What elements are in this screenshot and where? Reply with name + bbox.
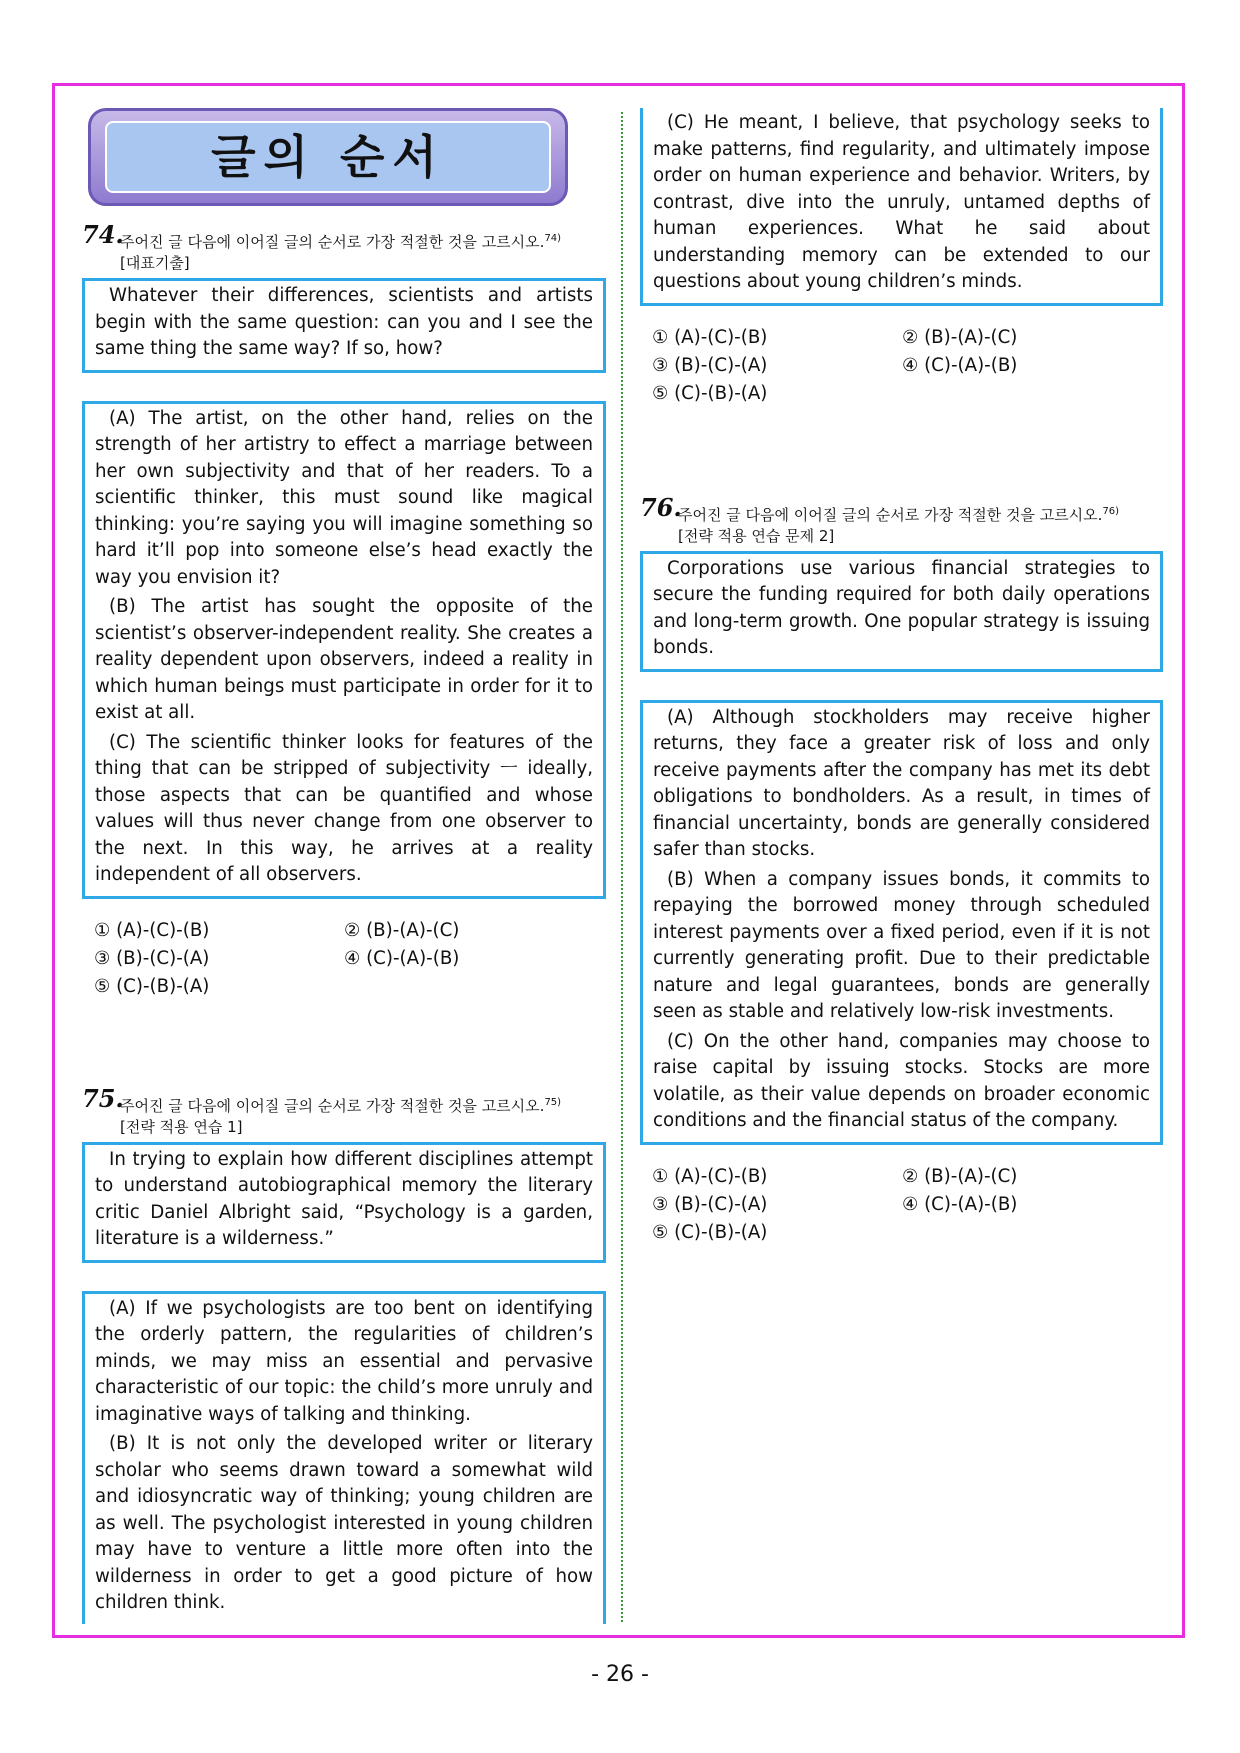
options-passage-box-continued xyxy=(640,108,1163,306)
passage-b: (B) The artist has sought the opposite of the scientist’s observer-independent reality. She creates a reality dependent upon observers, indeed a reality in which human beings must participate in order for it to exist at all. xyxy=(95,596,593,723)
choice-2[interactable]: ② (B)-(A)-(C) xyxy=(902,1165,1018,1187)
question-tag: [대표기출] xyxy=(120,254,190,272)
given-passage: In trying to explain how different disciplines attempt to understand autobiographical memory the literary critic Daniel Albright said, “Psychology is a garden, literature is a wilderness.” xyxy=(95,1148,593,1249)
passage-a: (A) If we psychologists are too bent on identifying the orderly pattern, the regularities of children’s minds, we may miss an essential and pervasive characteristic of our topic: the child’s more unruly and imaginative ways of talking and thinking. xyxy=(95,1297,593,1425)
question-number: 74. xyxy=(82,220,124,249)
question-tag: [전략 적용 연습 문제 2] xyxy=(678,526,835,545)
choice-2[interactable]: ② (B)-(A)-(C) xyxy=(344,919,460,941)
given-passage-box xyxy=(640,551,1163,672)
choice-5[interactable]: ⑤ (C)-(B)-(A) xyxy=(94,975,210,997)
choice-4[interactable]: ④ (C)-(A)-(B) xyxy=(902,354,1018,376)
question-number: 75. xyxy=(82,1083,124,1113)
choice-1[interactable]: ① (A)-(C)-(B) xyxy=(652,1165,768,1187)
choice-3[interactable]: ③ (B)-(C)-(A) xyxy=(652,1193,768,1215)
question-tag: [전략 적용 연습 1] xyxy=(120,1117,243,1136)
passage-b: (B) When a company issues bonds, it commits to repaying the borrowed money through scheduled interest payments over a fixed period, even if it is not currently generating profit. Due to their predictable nature and legal guarantees, bonds are generally seen as stable and relatively low-risk investments. xyxy=(653,868,1150,1022)
answer-choices xyxy=(640,1163,1163,1246)
options-passage-box xyxy=(640,700,1163,1145)
question-76-header xyxy=(640,492,1163,547)
question-75-header xyxy=(82,1083,606,1138)
section-title: 글의 순서 xyxy=(105,121,551,193)
passage-c: (C) The scientific thinker looks for features of the thing that can be stripped of subjectivity ㅡ ideally, those aspects that can be quantified and whose values will thus never change from one observer to the next. In this way, he arrives at a reality independent of all observers. xyxy=(95,731,593,885)
choice-2[interactable]: ② (B)-(A)-(C) xyxy=(902,326,1018,348)
choice-4[interactable]: ④ (C)-(A)-(B) xyxy=(902,1193,1018,1215)
right-column xyxy=(640,108,1163,1246)
passage-a: (A) The artist, on the other hand, relies on the strength of her artistry to effect a marriage between her own subjectivity and that of her readers. To a scientific thinker, this must sound like magical thinking: you’re saying you will imagine something so hard it’ll pop into someone else’s head exactly the way you envision it? xyxy=(95,407,593,588)
answer-choices xyxy=(82,917,606,1000)
left-column xyxy=(82,108,606,1624)
section-title-banner xyxy=(88,108,568,206)
question-instruction: 주어진 글 다음에 이어질 글의 순서로 가장 적절한 것을 고르시오. xyxy=(678,505,1103,524)
choice-3[interactable]: ③ (B)-(C)-(A) xyxy=(652,354,768,376)
passage-b: (B) It is not only the developed writer or literary scholar who seems drawn toward a somewhat wild and idiosyncratic way of thinking; young children are as well. The psychologist interested in young children may have to venture a little more often into the wilderness in order to get a good picture of how children think. xyxy=(95,1433,593,1613)
options-passage-box xyxy=(82,1291,606,1624)
passage-c: (C) He meant, I believe, that psychology seeks to make patterns, find regularity, and ultimately impose order on human experience and behavior. Writers, by contrast, dive into the unruly, untamed depths of human experiences. What he said about understanding memory can be extended to our questions about young children’s minds. xyxy=(653,112,1150,292)
choice-1[interactable]: ① (A)-(C)-(B) xyxy=(94,919,210,941)
footnote-marker: 75) xyxy=(544,1096,562,1108)
given-passage-box xyxy=(82,1142,606,1263)
footnote-marker: 76) xyxy=(1102,505,1120,517)
choice-4[interactable]: ④ (C)-(A)-(B) xyxy=(344,947,460,969)
choice-5[interactable]: ⑤ (C)-(B)-(A) xyxy=(652,382,768,404)
passage-c: (C) On the other hand, companies may choose to raise capital by issuing stocks. Stocks are more volatile, as their value depends on broader economic conditions and the financial status of the company. xyxy=(653,1030,1150,1131)
column-divider xyxy=(621,112,623,1622)
given-passage: Whatever their differences, scientists and artists begin with the same question: can you and I see the same thing the same way? If so, how? xyxy=(95,285,593,359)
answer-choices xyxy=(640,324,1163,407)
given-passage-box xyxy=(82,278,606,373)
page-number: - 26 - xyxy=(591,1662,649,1687)
question-74-header xyxy=(82,220,606,274)
passage-a: (A) Although stockholders may receive higher returns, they face a greater risk of loss and only receive payments after the company has met its debt obligations to bondholders. As a result, in times of financial uncertainty, bonds are generally considered safer than stocks. xyxy=(653,706,1150,860)
choice-1[interactable]: ① (A)-(C)-(B) xyxy=(652,326,768,348)
question-instruction: 주어진 글 다음에 이어질 글의 순서로 가장 적절한 것을 고르시오. xyxy=(120,233,545,251)
footnote-marker: 74) xyxy=(544,233,562,244)
given-passage: Corporations use various financial strategies to secure the funding required for both daily operations and long-term growth. One popular strategy is issuing bonds. xyxy=(653,557,1150,658)
choice-5[interactable]: ⑤ (C)-(B)-(A) xyxy=(652,1221,768,1243)
question-instruction: 주어진 글 다음에 이어질 글의 순서로 가장 적절한 것을 고르시오. xyxy=(120,1096,545,1115)
options-passage-box xyxy=(82,401,606,899)
question-number: 76. xyxy=(640,492,682,522)
choice-3[interactable]: ③ (B)-(C)-(A) xyxy=(94,947,210,969)
